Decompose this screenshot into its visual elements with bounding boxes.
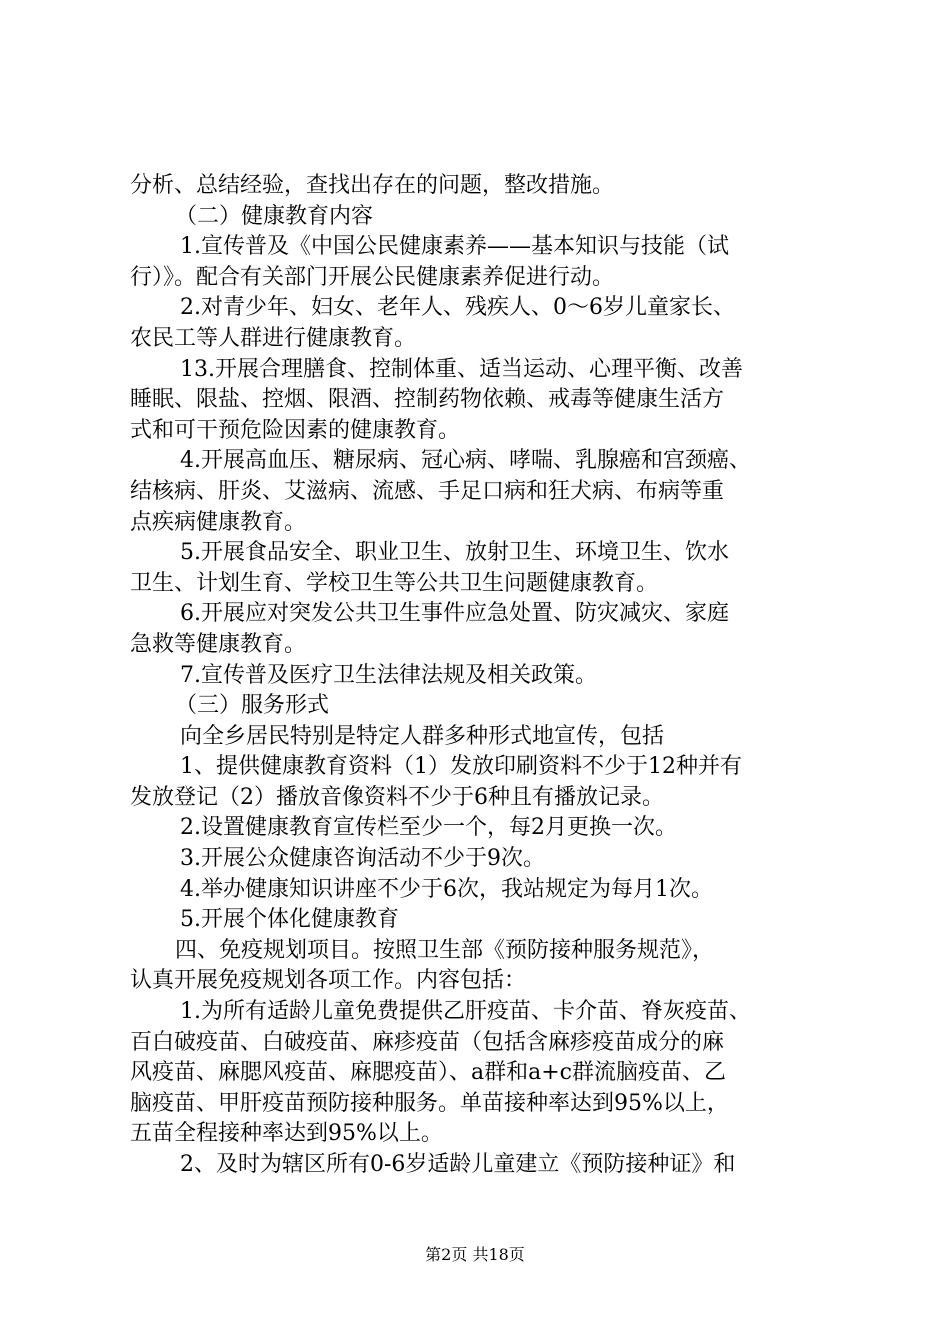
text-line: 1、提供健康教育资料（1）发放印刷资料不少于12种并有 (180, 754, 742, 780)
text-line: 发放登记（2）播放音像资料不少于6种且有播放记录。 (130, 784, 664, 810)
text-line: 2.对青少年、妇女、老年人、残疾人、0～6岁儿童家长、 (180, 295, 735, 321)
text-line: 2.设置健康教育宣传栏至少一个，每2月更换一次。 (180, 815, 677, 841)
document-body (130, 171, 830, 1181)
text-line: 风疫苗、麻腮风疫苗、麻腮疫苗）、a群和a+c群流脑疫苗、乙 (130, 1060, 726, 1086)
text-line: 脑疫苗、甲肝疫苗预防接种服务。单苗接种率达到95%以上， (130, 1090, 729, 1116)
text-line: 认真开展免疫规划各项工作。内容包括： (130, 968, 527, 994)
text-line: 5.开展食品安全、职业卫生、放射卫生、环境卫生、饮水 (180, 540, 729, 566)
text-line: 5.开展个体化健康教育 (180, 907, 399, 933)
text-line: 3.开展公众健康咨询活动不少于9次。 (180, 846, 545, 872)
page-footer: 第2页 共18页 (425, 1245, 525, 1264)
text-line: 4.开展高血压、糖尿病、冠心病、哮喘、乳腺癌和宫颈癌、 (180, 448, 751, 474)
text-line: 行）》。配合有关部门开展公民健康素养促进行动。 (130, 264, 615, 290)
section-heading: （二）健康教育内容 (175, 203, 374, 229)
text-line: 分析、总结经验，查找出存在的问题，整改措施。 (130, 173, 615, 198)
text-line: 1.为所有适龄儿童免费提供乙肝疫苗、卡介苗、脊灰疫苗、 (180, 999, 751, 1025)
text-line: 13.开展合理膳食、控制体重、适当运动、心理平衡、改善 (180, 356, 743, 382)
text-line: 1.宣传普及《中国公民健康素养——基本知识与技能（试 (180, 234, 729, 260)
text-line: 点疾病健康教育。 (130, 509, 307, 535)
text-line: 式和可干预危险因素的健康教育。 (130, 417, 461, 443)
text-line: 结核病、肝炎、艾滋病、流感、手足口病和狂犬病、布病等重 (130, 478, 725, 504)
text-line: 急救等健康教育。 (130, 631, 307, 657)
text-line: 百白破疫苗、白破疫苗、麻疹疫苗（包括含麻疹疫苗成分的麻 (130, 1029, 725, 1055)
text-line: 向全乡居民特别是特定人群多种形式地宣传，包括 (180, 723, 665, 749)
text-line: 4.举办健康知识讲座不少于6次，我站规定为每月1次。 (180, 876, 713, 902)
text-line: 五苗全程接种率达到95%以上。 (130, 1121, 443, 1147)
section-heading: 四、免疫规划项目。按照卫生部《预防接种服务规范》， (175, 937, 715, 963)
text-line: 农民工等人群进行健康教育。 (130, 325, 417, 351)
text-line: 2、及时为辖区所有0-6岁适龄儿童建立《预防接种证》和 (180, 1152, 736, 1177)
text-line: 7.宣传普及医疗卫生法律法规及相关政策。 (180, 662, 597, 688)
text-line: 卫生、计划生育、学校卫生等公共卫生问题健康教育。 (130, 570, 659, 596)
section-heading: （三）服务形式 (175, 693, 330, 719)
text-line: 睡眠、限盐、控烟、限酒、控制药物依赖、戒毒等健康生活方 (130, 387, 725, 413)
text-line: 6.开展应对突发公共卫生事件应急处置、防灾减灾、家庭 (180, 601, 729, 627)
